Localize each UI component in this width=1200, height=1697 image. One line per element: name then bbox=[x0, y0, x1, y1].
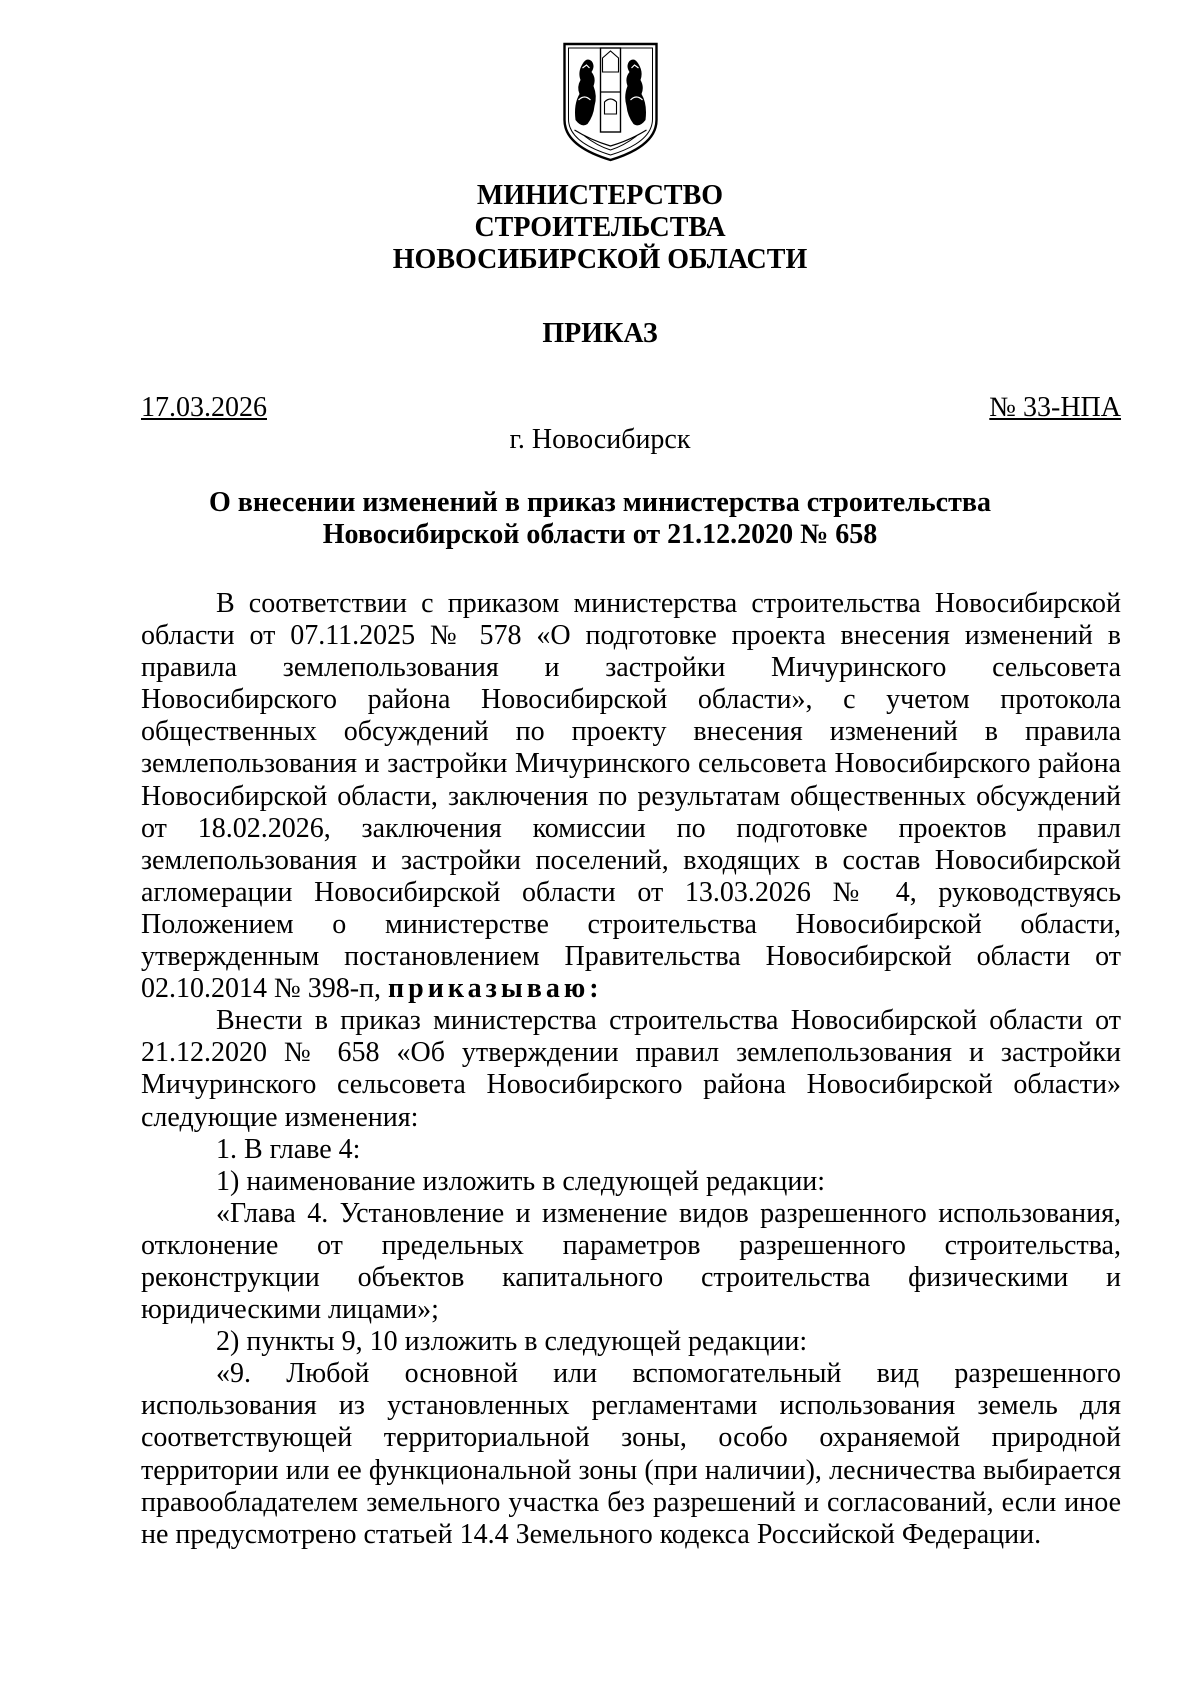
title-line-1: О внесении изменений в приказ министерства строительства bbox=[209, 487, 991, 518]
doc-title bbox=[0, 487, 1200, 551]
order-word: приказываю: bbox=[388, 973, 603, 1005]
preamble-text: В соответствии с приказом министерства строительства Новосибирской области от 07.11.2025 № 578 «О подготовке проекта внесения изменений в правила землепользования и застройки Мичуринского сельсовета Новосибирского района Новосибирской области», с учетом протокола общественных обсуждений по проекту внесения изменений в правила землепользования и застройки Мичуринского сельсовета Новосибирского района Новосибирской области, заключения по результатам общественных обсуждений от 18.02.2026, заключения комиссии по подготовке проектов правил землепользования и застройки поселений, входящих в состав Новосибирской агломерации Новосибирской области от 13.03.2026 № 4, руководствуясь Положением о министерстве строительства Новосибирской области, утвержденным постановлением Правительства Новосибирской области от 02.10.2014 № 398-п, bbox=[141, 588, 1121, 1005]
doc-type: ПРИКАЗ bbox=[542, 318, 658, 349]
doc-city: г. Новосибирск bbox=[509, 424, 691, 455]
paragraph-subitem-2: 2) пункты 9, 10 изложить в следующей редакции: bbox=[216, 1326, 808, 1358]
org-line-3: НОВОСИБИРСКОЙ ОБЛАСТИ bbox=[392, 244, 808, 275]
paragraph-amend: Внести в приказ министерства строительства Новосибирской области от 21.12.2020 № 658 «Об утверждении правил землепользования и застройки Мичуринского сельсовета Новосибирского района Новосибирской области» следующие изменения: bbox=[141, 1005, 1121, 1133]
doc-date: 17.03.2026 bbox=[141, 392, 267, 423]
doc-number: № 33-НПА bbox=[989, 392, 1121, 423]
org-line-1: МИНИСТЕРСТВО bbox=[476, 180, 724, 211]
coat-of-arms-icon bbox=[560, 42, 661, 162]
paragraph-point-9: «9. Любой основной или вспомогательный вид разрешенного использования из установленных регламентами использования земель для соответствующей территориальной зоны, особо охраняемой природной территории или ее функциональной зоны (при наличии), лесничества выбирается правообладателем земельного участка без разрешений и согласований, если иное не предусмотрено статьей 14.4 Земельного кодекса Российской Федерации. bbox=[141, 1358, 1121, 1550]
org-name bbox=[0, 180, 1200, 276]
paragraph-chapter-title: «Глава 4. Установление и изменение видов разрешенного использования, отклонение от предельных параметров разрешенного строительства, реконструкции объектов капитального строительства физическими и юридическими лицами»; bbox=[141, 1197, 1121, 1326]
doc-body bbox=[141, 588, 1121, 1551]
org-line-2: СТРОИТЕЛЬСТВА bbox=[474, 212, 726, 243]
paragraph-item-1: 1. В главе 4: bbox=[216, 1133, 361, 1165]
paragraph-preamble bbox=[141, 588, 1121, 1005]
title-line-2: Новосибирской области от 21.12.2020 № 658 bbox=[322, 519, 878, 550]
paragraph-subitem-1: 1) наименование изложить в следующей редакции: bbox=[216, 1165, 826, 1197]
